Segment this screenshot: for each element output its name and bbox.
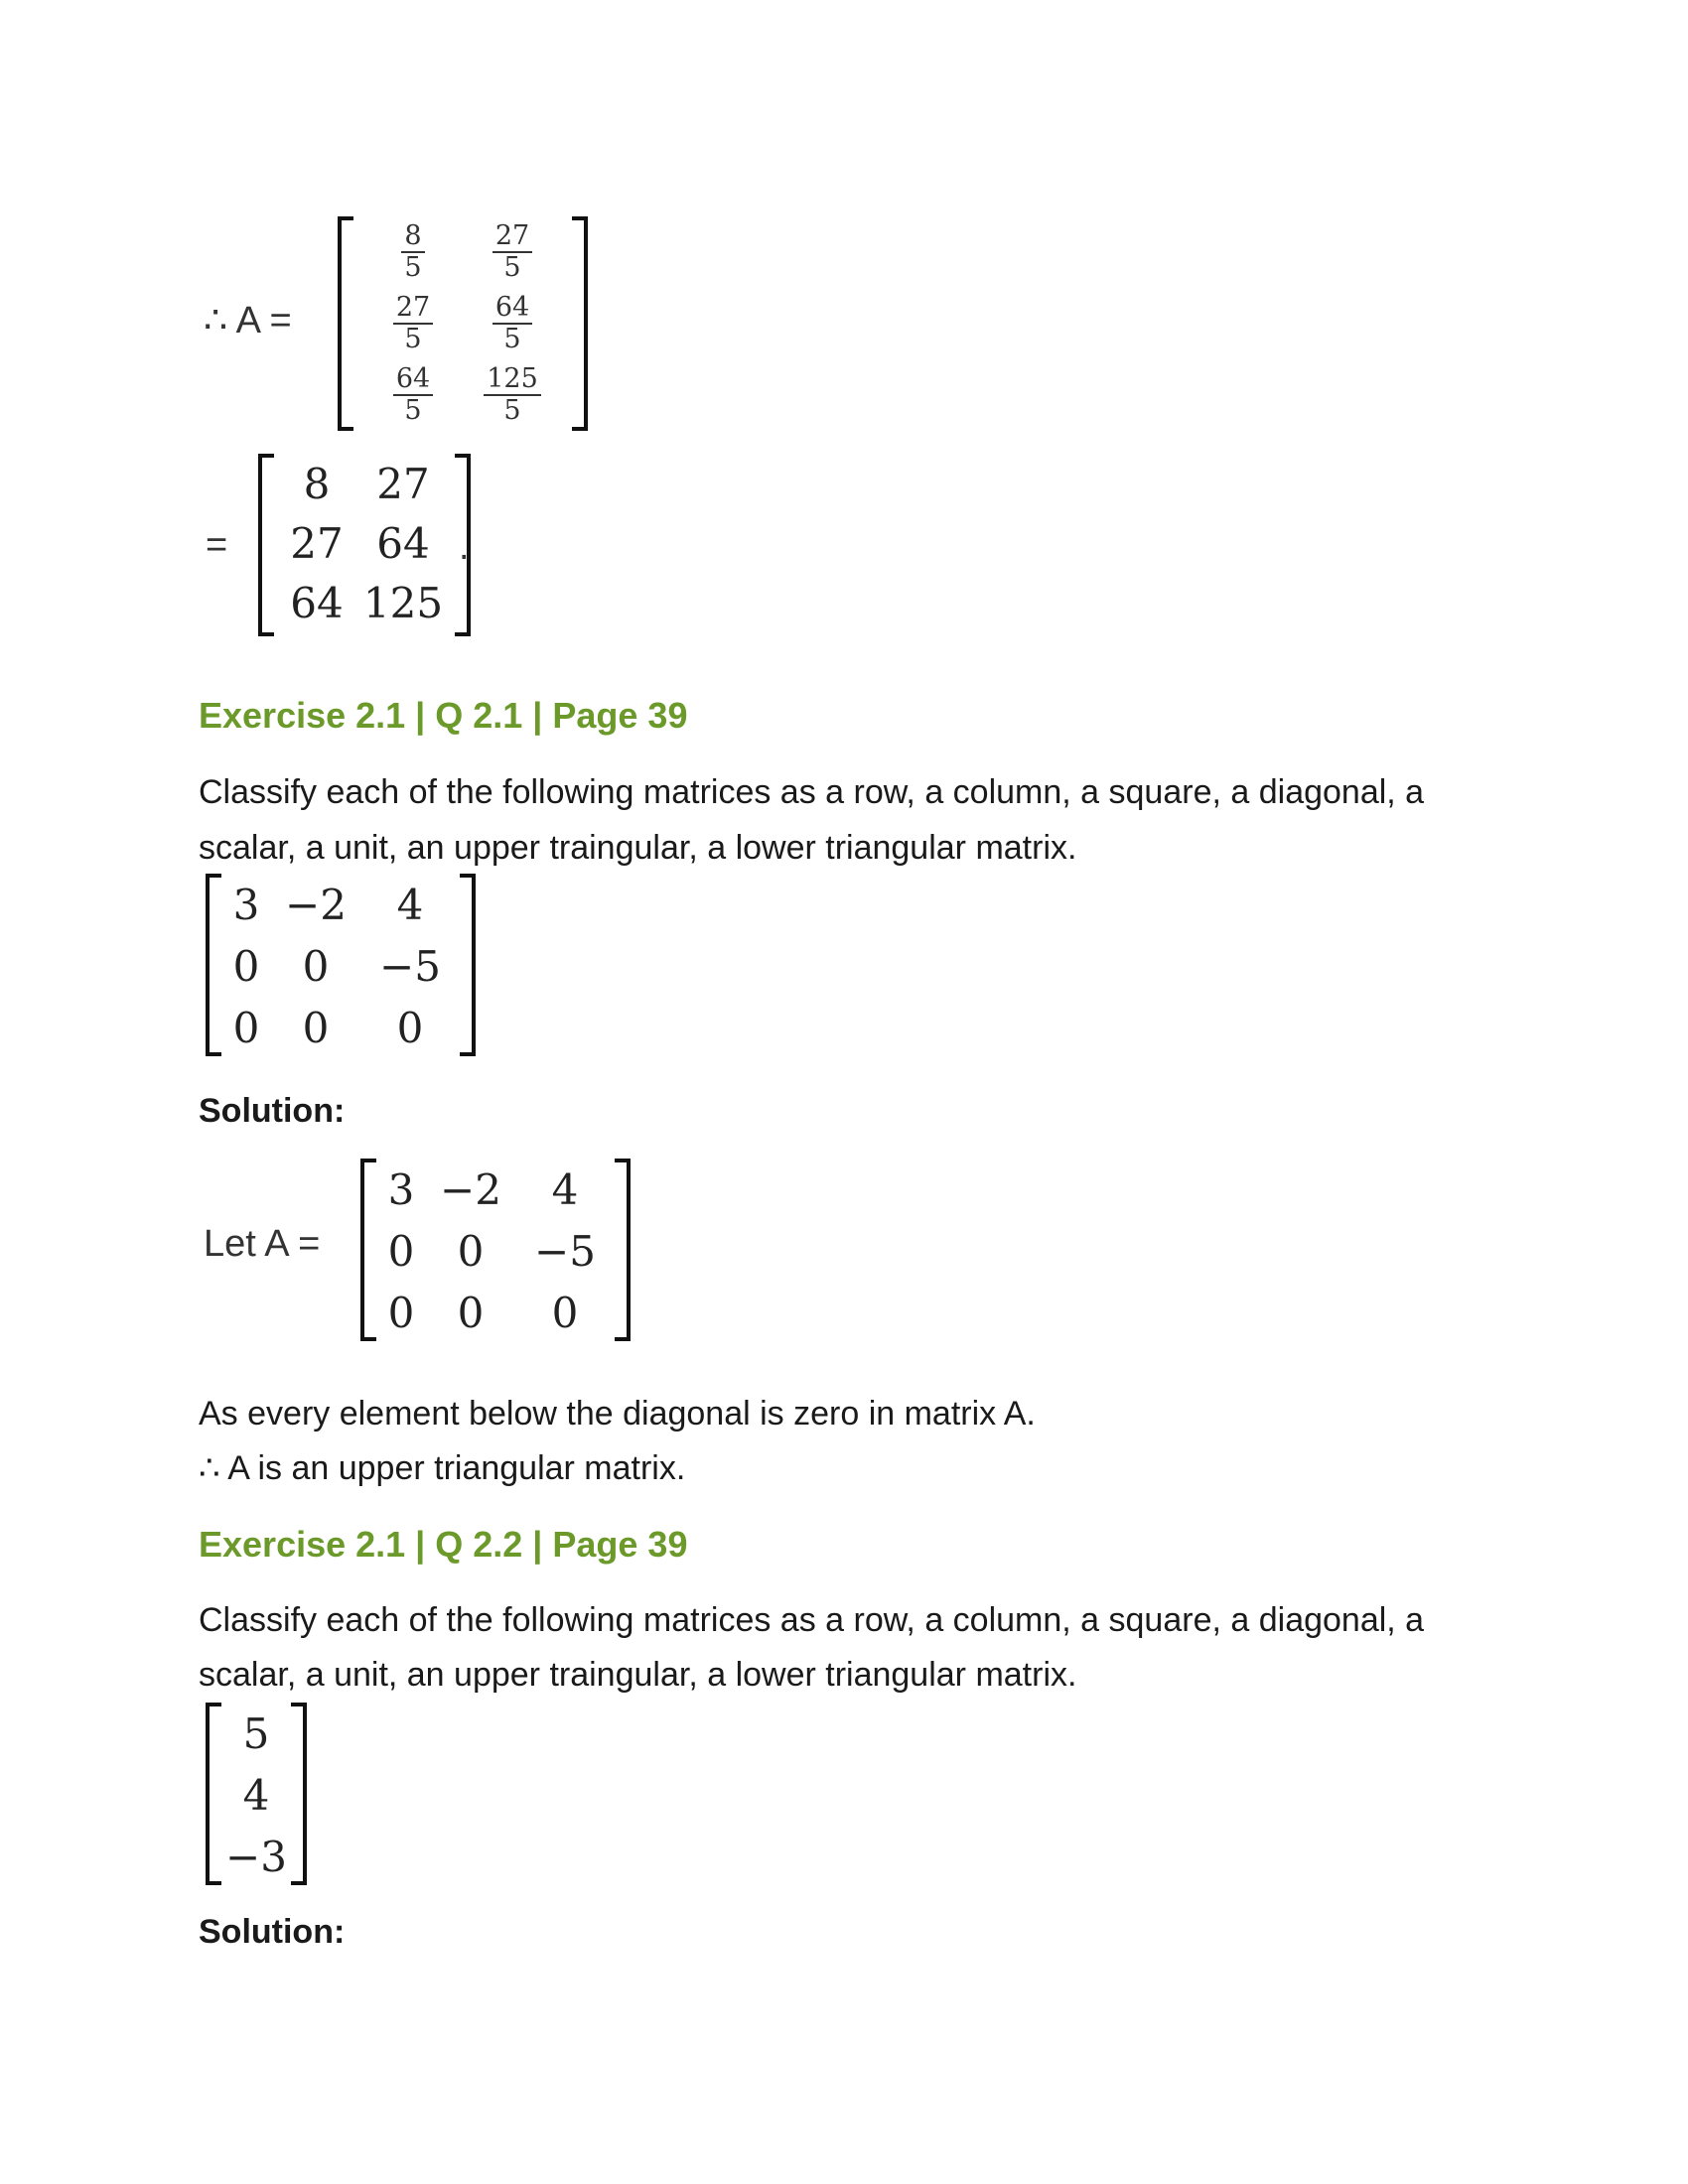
fraction-numerator: 27 bbox=[393, 293, 433, 325]
matrix-cell: 27 bbox=[376, 459, 430, 508]
exercise-heading: Exercise 2.1 | Q 2.1 | Page 39 bbox=[199, 695, 688, 736]
matrix-cell: −2 bbox=[285, 880, 347, 929]
solution-label: Solution: bbox=[199, 1092, 346, 1130]
matrix-cell: 0 bbox=[302, 1003, 330, 1052]
matrix-cell: −2 bbox=[440, 1164, 501, 1214]
question-matrix bbox=[206, 874, 476, 1056]
matrix-cell: 5 bbox=[242, 1708, 270, 1758]
fraction-cell bbox=[401, 221, 424, 283]
matrix-cell: 0 bbox=[302, 941, 330, 991]
fraction-cell bbox=[393, 293, 433, 354]
matrix-cell: 0 bbox=[396, 1003, 424, 1052]
question-line: scalar, a unit, an upper traingular, a lower triangular matrix. bbox=[199, 1656, 1077, 1694]
matrix-cell: −5 bbox=[379, 941, 441, 991]
fraction-cell bbox=[492, 221, 532, 283]
exercise-heading: Exercise 2.1 | Q 2.2 | Page 39 bbox=[199, 1524, 688, 1565]
fraction-numerator: 125 bbox=[484, 364, 541, 396]
matrix-cell: −5 bbox=[534, 1226, 596, 1276]
fraction-denominator: 5 bbox=[404, 395, 422, 426]
matrix-cell: 0 bbox=[457, 1226, 485, 1276]
question-line: Classify each of the following matrices as a row, a column, a square, a diagonal, a bbox=[199, 773, 1425, 811]
fraction-cell bbox=[393, 364, 433, 426]
result-matrix bbox=[258, 454, 471, 636]
matrix-cell: 0 bbox=[551, 1288, 579, 1337]
matrix-cell: 3 bbox=[232, 880, 260, 929]
fraction-numerator: 27 bbox=[492, 221, 532, 253]
matrix-cell: 4 bbox=[396, 880, 424, 929]
question-line: Classify each of the following matrices as a row, a column, a square, a diagonal, a bbox=[199, 1601, 1425, 1639]
fraction-denominator: 5 bbox=[404, 252, 422, 283]
matrix-cell: 64 bbox=[290, 578, 344, 627]
period: . bbox=[459, 526, 470, 568]
fraction-denominator: 5 bbox=[503, 324, 521, 354]
answer-line: ∴ A is an upper triangular matrix. bbox=[199, 1449, 686, 1487]
solution-label: Solution: bbox=[199, 1913, 346, 1951]
fraction-numerator: 8 bbox=[401, 221, 424, 253]
fraction-denominator: 5 bbox=[404, 324, 422, 354]
fraction-cell bbox=[484, 364, 541, 426]
matrix-cell: 125 bbox=[362, 578, 444, 627]
question-line: scalar, a unit, an upper traingular, a lower triangular matrix. bbox=[199, 829, 1077, 867]
fraction-numerator: 64 bbox=[492, 293, 532, 325]
matrix-cell: 0 bbox=[387, 1288, 415, 1337]
matrix-cell: −3 bbox=[225, 1832, 287, 1881]
matrix-cell: 0 bbox=[457, 1288, 485, 1337]
matrix-cell: 4 bbox=[551, 1164, 579, 1214]
solution-matrix bbox=[360, 1159, 631, 1341]
fraction-denominator: 5 bbox=[503, 395, 521, 426]
matrix-cell: 8 bbox=[303, 459, 331, 508]
matrix-cell: 0 bbox=[232, 1003, 260, 1052]
fraction-numerator: 64 bbox=[393, 364, 433, 396]
fraction-denominator: 5 bbox=[503, 252, 521, 283]
matrix-cell: 3 bbox=[387, 1164, 415, 1214]
fraction-cell bbox=[492, 293, 532, 354]
matrix-cell: 64 bbox=[376, 518, 430, 568]
let-a-equals: Let A = bbox=[204, 1223, 321, 1265]
matrix-cell: 27 bbox=[290, 518, 344, 568]
fraction-matrix bbox=[338, 216, 588, 431]
answer-line: As every element below the diagonal is zero in matrix A. bbox=[199, 1395, 1036, 1433]
question-matrix bbox=[206, 1703, 307, 1885]
matrix-cell: 0 bbox=[387, 1226, 415, 1276]
matrix-cell: 0 bbox=[232, 941, 260, 991]
therefore-a-equals: ∴ A = bbox=[204, 300, 292, 341]
matrix-cell: 4 bbox=[242, 1770, 270, 1820]
equals-sign: = bbox=[206, 524, 228, 566]
